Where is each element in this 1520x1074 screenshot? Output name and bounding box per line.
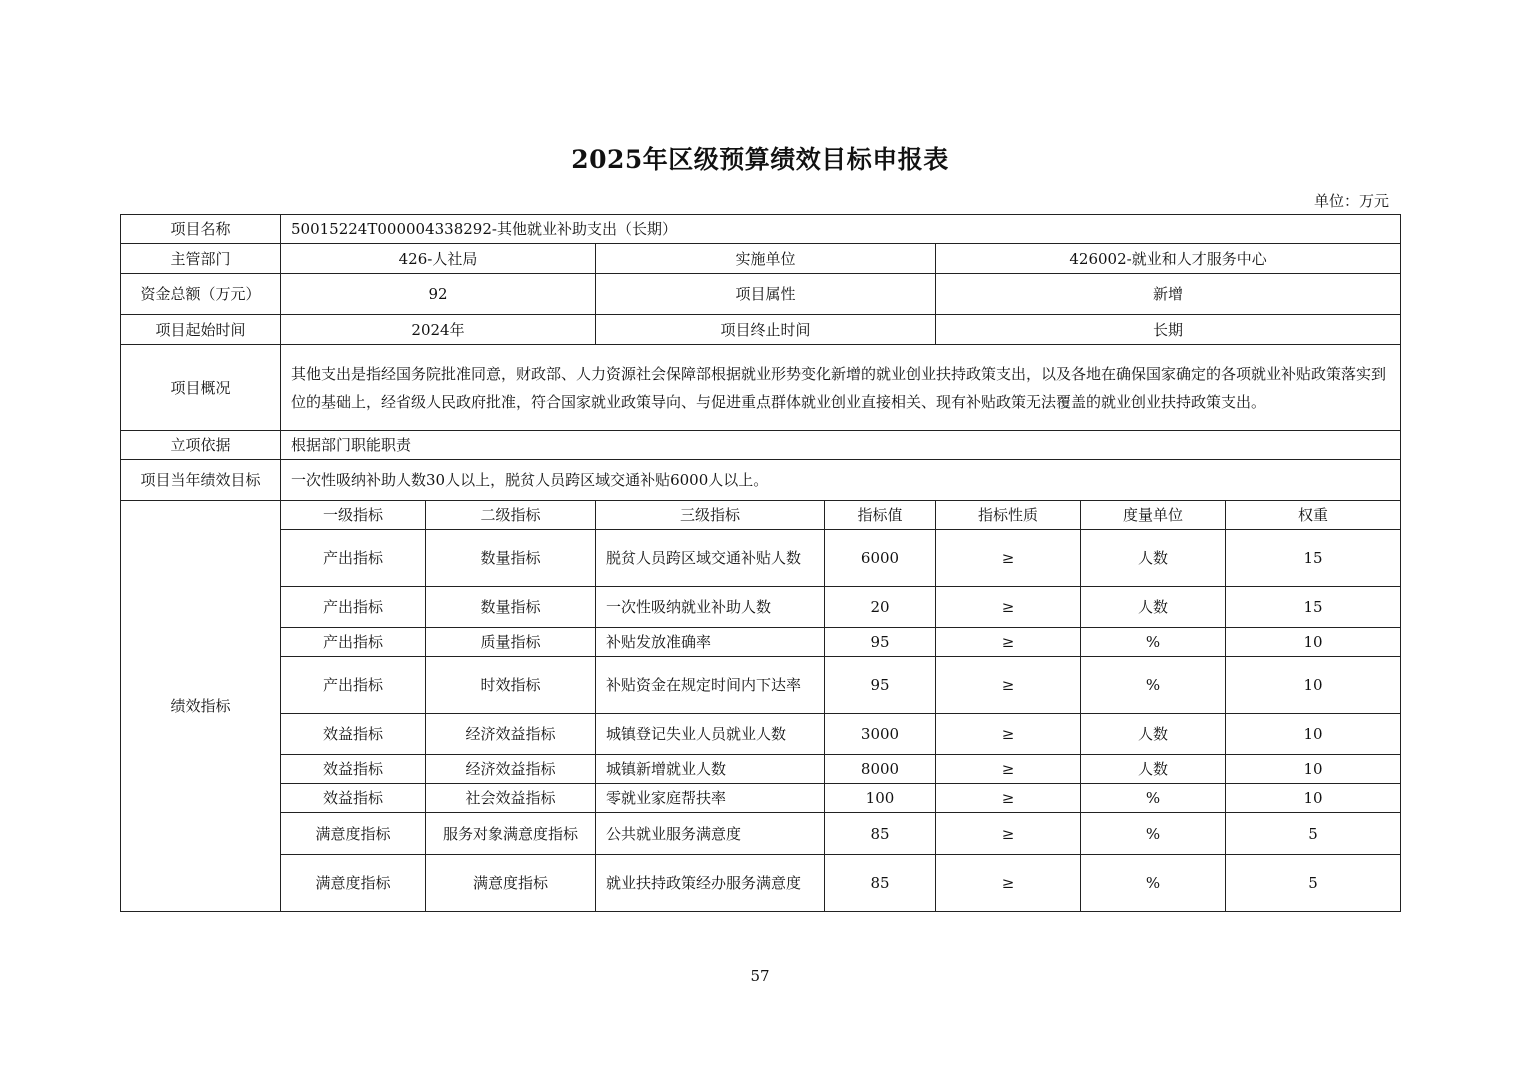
indicator-weight: 5 <box>1226 813 1401 855</box>
header-unit: 度量单位 <box>1081 501 1226 530</box>
project-name-label: 项目名称 <box>121 215 281 244</box>
indicator-nature: ≥ <box>936 813 1081 855</box>
indicator-weight: 10 <box>1226 657 1401 714</box>
indicator-level3: 补贴资金在规定时间内下达率 <box>596 657 825 714</box>
indicator-weight: 10 <box>1226 628 1401 657</box>
attr-value: 新增 <box>936 274 1401 315</box>
start-label: 项目起始时间 <box>121 315 281 345</box>
indicator-row <box>121 628 1401 657</box>
indicator-level2: 经济效益指标 <box>426 714 596 755</box>
indicators-section-label: 绩效指标 <box>121 501 281 912</box>
indicator-level2: 时效指标 <box>426 657 596 714</box>
indicator-value: 20 <box>825 587 936 628</box>
indicator-level1: 产出指标 <box>281 628 426 657</box>
attr-label: 项目属性 <box>596 274 936 315</box>
indicator-level3: 零就业家庭帮扶率 <box>596 784 825 813</box>
impl-unit-value: 426002-就业和人才服务中心 <box>936 244 1401 274</box>
row-department <box>121 244 1401 274</box>
basis-value: 根据部门职能职责 <box>281 431 1401 460</box>
indicator-level1: 满意度指标 <box>281 855 426 912</box>
indicator-level3: 一次性吸纳就业补助人数 <box>596 587 825 628</box>
basis-label: 立项依据 <box>121 431 281 460</box>
end-label: 项目终止时间 <box>596 315 936 345</box>
page-title: 2025年区级预算绩效目标申报表 <box>571 145 949 174</box>
indicator-nature: ≥ <box>936 755 1081 784</box>
indicator-row <box>121 813 1401 855</box>
row-time <box>121 315 1401 345</box>
indicator-value: 6000 <box>825 530 936 587</box>
indicator-weight: 15 <box>1226 587 1401 628</box>
goal-value: 一次性吸纳补助人数30人以上，脱贫人员跨区域交通补贴6000人以上。 <box>281 460 1401 501</box>
indicator-value: 8000 <box>825 755 936 784</box>
indicator-value: 85 <box>825 855 936 912</box>
indicator-unit: 人数 <box>1081 714 1226 755</box>
impl-unit-label: 实施单位 <box>596 244 936 274</box>
indicator-row <box>121 714 1401 755</box>
indicator-row <box>121 855 1401 912</box>
indicator-value: 95 <box>825 657 936 714</box>
indicator-level3: 补贴发放准确率 <box>596 628 825 657</box>
indicator-level2: 经济效益指标 <box>426 755 596 784</box>
row-fund <box>121 274 1401 315</box>
indicator-nature: ≥ <box>936 714 1081 755</box>
dept-label: 主管部门 <box>121 244 281 274</box>
fund-value: 92 <box>281 274 596 315</box>
indicator-nature: ≥ <box>936 628 1081 657</box>
indicator-level1: 产出指标 <box>281 530 426 587</box>
indicator-level2: 满意度指标 <box>426 855 596 912</box>
indicator-nature: ≥ <box>936 855 1081 912</box>
project-name-value: 50015224T000004338292-其他就业补助支出（长期） <box>281 215 1401 244</box>
indicator-level1: 产出指标 <box>281 587 426 628</box>
indicator-weight: 15 <box>1226 530 1401 587</box>
header-weight: 权重 <box>1226 501 1401 530</box>
row-overview <box>121 345 1401 431</box>
indicator-level3: 脱贫人员跨区域交通补贴人数 <box>596 530 825 587</box>
row-basis <box>121 431 1401 460</box>
indicator-value: 85 <box>825 813 936 855</box>
overview-label: 项目概况 <box>121 345 281 431</box>
indicator-level2: 数量指标 <box>426 587 596 628</box>
indicator-nature: ≥ <box>936 657 1081 714</box>
indicator-unit: 人数 <box>1081 530 1226 587</box>
indicator-level2: 数量指标 <box>426 530 596 587</box>
end-value: 长期 <box>936 315 1401 345</box>
row-project-name <box>121 215 1401 244</box>
start-value: 2024年 <box>281 315 596 345</box>
dept-value: 426-人社局 <box>281 244 596 274</box>
indicator-unit: % <box>1081 855 1226 912</box>
indicator-level3: 城镇新增就业人数 <box>596 755 825 784</box>
indicator-level1: 满意度指标 <box>281 813 426 855</box>
overview-value: 其他支出是指经国务院批准同意，财政部、人力资源社会保障部根据就业形势变化新增的就业创业扶持政策支出，以及各地在确保国家确定的各项就业补贴政策落实到位的基础上，经省级人民政府批准，符合国家就业政策导向、与促进重点群体就业创业直接相关、现有补贴政策无法覆盖的就业创业扶持政策支出。 <box>281 345 1401 431</box>
indicator-level3: 城镇登记失业人员就业人数 <box>596 714 825 755</box>
indicator-level3: 就业扶持政策经办服务满意度 <box>596 855 825 912</box>
indicator-value: 3000 <box>825 714 936 755</box>
page-number: 57 <box>750 967 770 985</box>
indicator-unit: % <box>1081 813 1226 855</box>
header-value: 指标值 <box>825 501 936 530</box>
indicator-row <box>121 587 1401 628</box>
indicator-level2: 服务对象满意度指标 <box>426 813 596 855</box>
indicator-unit: 人数 <box>1081 755 1226 784</box>
unit-note: 单位：万元 <box>1313 192 1389 210</box>
indicator-nature: ≥ <box>936 530 1081 587</box>
indicator-value: 95 <box>825 628 936 657</box>
indicator-weight: 10 <box>1226 714 1401 755</box>
indicator-weight: 5 <box>1226 855 1401 912</box>
indicator-nature: ≥ <box>936 587 1081 628</box>
indicator-level2: 质量指标 <box>426 628 596 657</box>
indicator-level1: 效益指标 <box>281 784 426 813</box>
indicator-level3: 公共就业服务满意度 <box>596 813 825 855</box>
indicator-level1: 效益指标 <box>281 755 426 784</box>
indicator-level2: 社会效益指标 <box>426 784 596 813</box>
indicator-weight: 10 <box>1226 784 1401 813</box>
indicator-weight: 10 <box>1226 755 1401 784</box>
header-level3: 三级指标 <box>596 501 825 530</box>
fund-label: 资金总额（万元） <box>121 274 281 315</box>
budget-report-table <box>120 214 1401 912</box>
row-goal <box>121 460 1401 501</box>
indicator-row <box>121 755 1401 784</box>
header-level1: 一级指标 <box>281 501 426 530</box>
indicator-value: 100 <box>825 784 936 813</box>
indicator-unit: % <box>1081 628 1226 657</box>
indicator-header-row <box>121 501 1401 530</box>
indicator-unit: 人数 <box>1081 587 1226 628</box>
indicator-level1: 产出指标 <box>281 657 426 714</box>
indicator-row <box>121 530 1401 587</box>
indicator-row <box>121 784 1401 813</box>
indicator-nature: ≥ <box>936 784 1081 813</box>
header-nature: 指标性质 <box>936 501 1081 530</box>
goal-label: 项目当年绩效目标 <box>121 460 281 501</box>
indicator-unit: % <box>1081 657 1226 714</box>
indicator-row <box>121 657 1401 714</box>
header-level2: 二级指标 <box>426 501 596 530</box>
indicator-unit: % <box>1081 784 1226 813</box>
indicator-level1: 效益指标 <box>281 714 426 755</box>
